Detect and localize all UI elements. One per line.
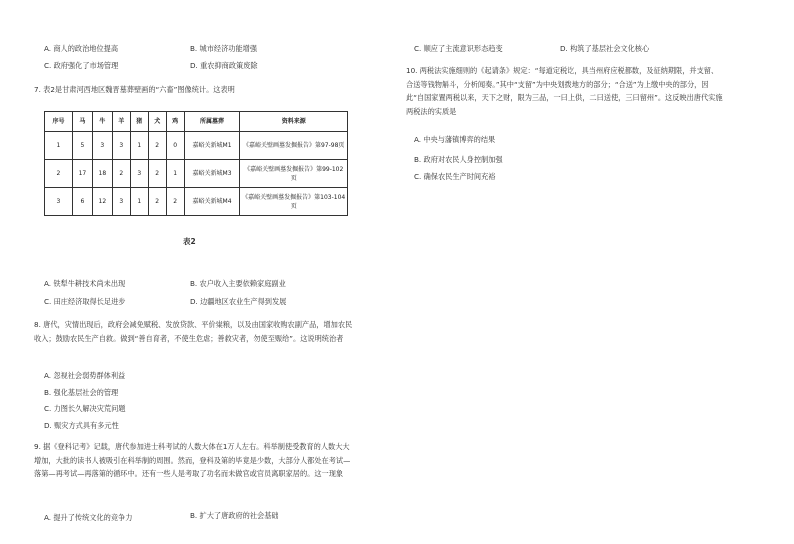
table-cell: 18 <box>92 160 112 188</box>
table-cell: 3 <box>130 160 148 188</box>
table-cell: 1 <box>130 132 148 160</box>
q8-option-d: D. 赈灾方式具有多元性 <box>44 421 119 430</box>
table-cell: 《嘉峪关壁画墓发掘报告》第103-104页 <box>240 188 348 216</box>
livestock-table <box>44 111 348 216</box>
q6-option-a: A. 商人的政治地位提高 <box>44 44 119 53</box>
table-caption: 表2 <box>183 237 196 246</box>
q8-option-a: A. 忽视社会弱势群体利益 <box>44 371 126 380</box>
q9-option-d: D. 构筑了基层社会文化核心 <box>560 44 650 53</box>
table-header-cell: 马 <box>72 112 92 132</box>
q6-option-b: B. 城市经济功能增强 <box>190 44 258 53</box>
table-cell: 5 <box>72 132 92 160</box>
q7-option-c: C. 田庄经济取得长足进步 <box>44 297 126 306</box>
q9-option-a: A. 提升了传统文化的竞争力 <box>44 513 133 522</box>
table-cell: 嘉峪关新城M4 <box>184 188 240 216</box>
table-header-cell: 羊 <box>112 112 130 132</box>
table-cell: 《嘉峪关壁画墓发掘报告》第99-102页 <box>240 160 348 188</box>
q8-option-b: B. 强化基层社会的管理 <box>44 388 119 397</box>
table-header-cell: 猪 <box>130 112 148 132</box>
q8-option-c: C. 力图长久解决灾荒问题 <box>44 404 126 413</box>
table-cell: 《嘉峪关壁画墓发掘报告》第97-98页 <box>240 132 348 160</box>
q10-option-b: B. 政府对农民人身控制加强 <box>414 155 503 164</box>
q7-option-d: D. 边疆地区农业生产得到发展 <box>190 297 287 306</box>
table-cell: 3 <box>112 188 130 216</box>
table-cell: 6 <box>72 188 92 216</box>
table-cell: 嘉峪关新城M1 <box>184 132 240 160</box>
q9-stem: 9. 据《登科记考》记载，唐代参加进士科考试的人数大体在1万人左右。科举制使受教育的人数大大增加，大批的读书人被吸引在科举制的周围。然而，登科及第的毕竟是少数，大部分人都处在考试—落第—再考试—再落第的循环中。还有一些人是考取了功名而未做官或官员离职家居的。这一现象 <box>34 442 351 478</box>
q9-option-b: B. 扩大了唐政府的社会基础 <box>190 511 279 520</box>
q10-option-a: A. 中央与藩镇博弈的结果 <box>414 135 496 144</box>
table-cell: 0 <box>166 132 184 160</box>
table-header-cell: 序号 <box>45 112 73 132</box>
q9-option-c: C. 顺应了主流意识形态趋变 <box>414 44 503 53</box>
q7-stem: 7. 表2是甘肃河西地区魏晋墓葬壁画的“六畜”图像统计。这表明 <box>34 85 235 94</box>
table-header-cell: 所属墓葬 <box>184 112 240 132</box>
table-cell: 2 <box>166 188 184 216</box>
table-cell: 2 <box>148 132 166 160</box>
q6-option-d: D. 重农抑商政策废除 <box>190 61 258 70</box>
q10-stem: 10. 两税法实施细则的《起请条》规定：“每道定税讫，具当州府应税都数，及征纳期限，并支留、合送等钱物斛斗，分析闻奏。”其中“支留”为中央划拨地方的部分；“合送”为上缴中央的部分，因此“自国家置两税以来，天下之财，限为三品，一曰上供，二曰送使，三曰留州”。这反映出唐代实施两税法的实质是 <box>406 66 723 116</box>
table-cell: 2 <box>112 160 130 188</box>
q10-option-c: C. 确保农民生产时间充裕 <box>414 172 496 181</box>
q7-option-a: A. 铁犁牛耕技术尚未出现 <box>44 279 126 288</box>
table-row <box>45 160 348 188</box>
table-header-cell: 犬 <box>148 112 166 132</box>
table-cell: 1 <box>166 160 184 188</box>
table-cell: 12 <box>92 188 112 216</box>
table-cell: 17 <box>72 160 92 188</box>
table-cell: 2 <box>148 160 166 188</box>
table-cell: 2 <box>45 160 73 188</box>
table-cell: 3 <box>92 132 112 160</box>
table-header-cell: 牛 <box>92 112 112 132</box>
table-row <box>45 188 348 216</box>
table-cell: 3 <box>45 188 73 216</box>
q6-option-c: C. 政府强化了市场管理 <box>44 61 119 70</box>
table-cell: 1 <box>45 132 73 160</box>
table-header-cell: 资料来源 <box>240 112 348 132</box>
table-cell: 3 <box>112 132 130 160</box>
table-cell: 2 <box>148 188 166 216</box>
table-row <box>45 132 348 160</box>
q8-stem: 8. 唐代，灾情出现后，政府会减免赋税、发放贷款、平价粜粮，以及由国家收购农副产品，增加农民收入；鼓励农民生产自救。做到“善自育者，不使生危虐；善救灾者，勿使至赈给”。这说明统治者 <box>34 320 353 343</box>
table-header-cell: 鸡 <box>166 112 184 132</box>
q7-option-b: B. 农户收入主要依赖家庭副业 <box>190 279 286 288</box>
table-header-row <box>45 112 348 132</box>
table-cell: 1 <box>130 188 148 216</box>
table-cell: 嘉峪关新城M3 <box>184 160 240 188</box>
